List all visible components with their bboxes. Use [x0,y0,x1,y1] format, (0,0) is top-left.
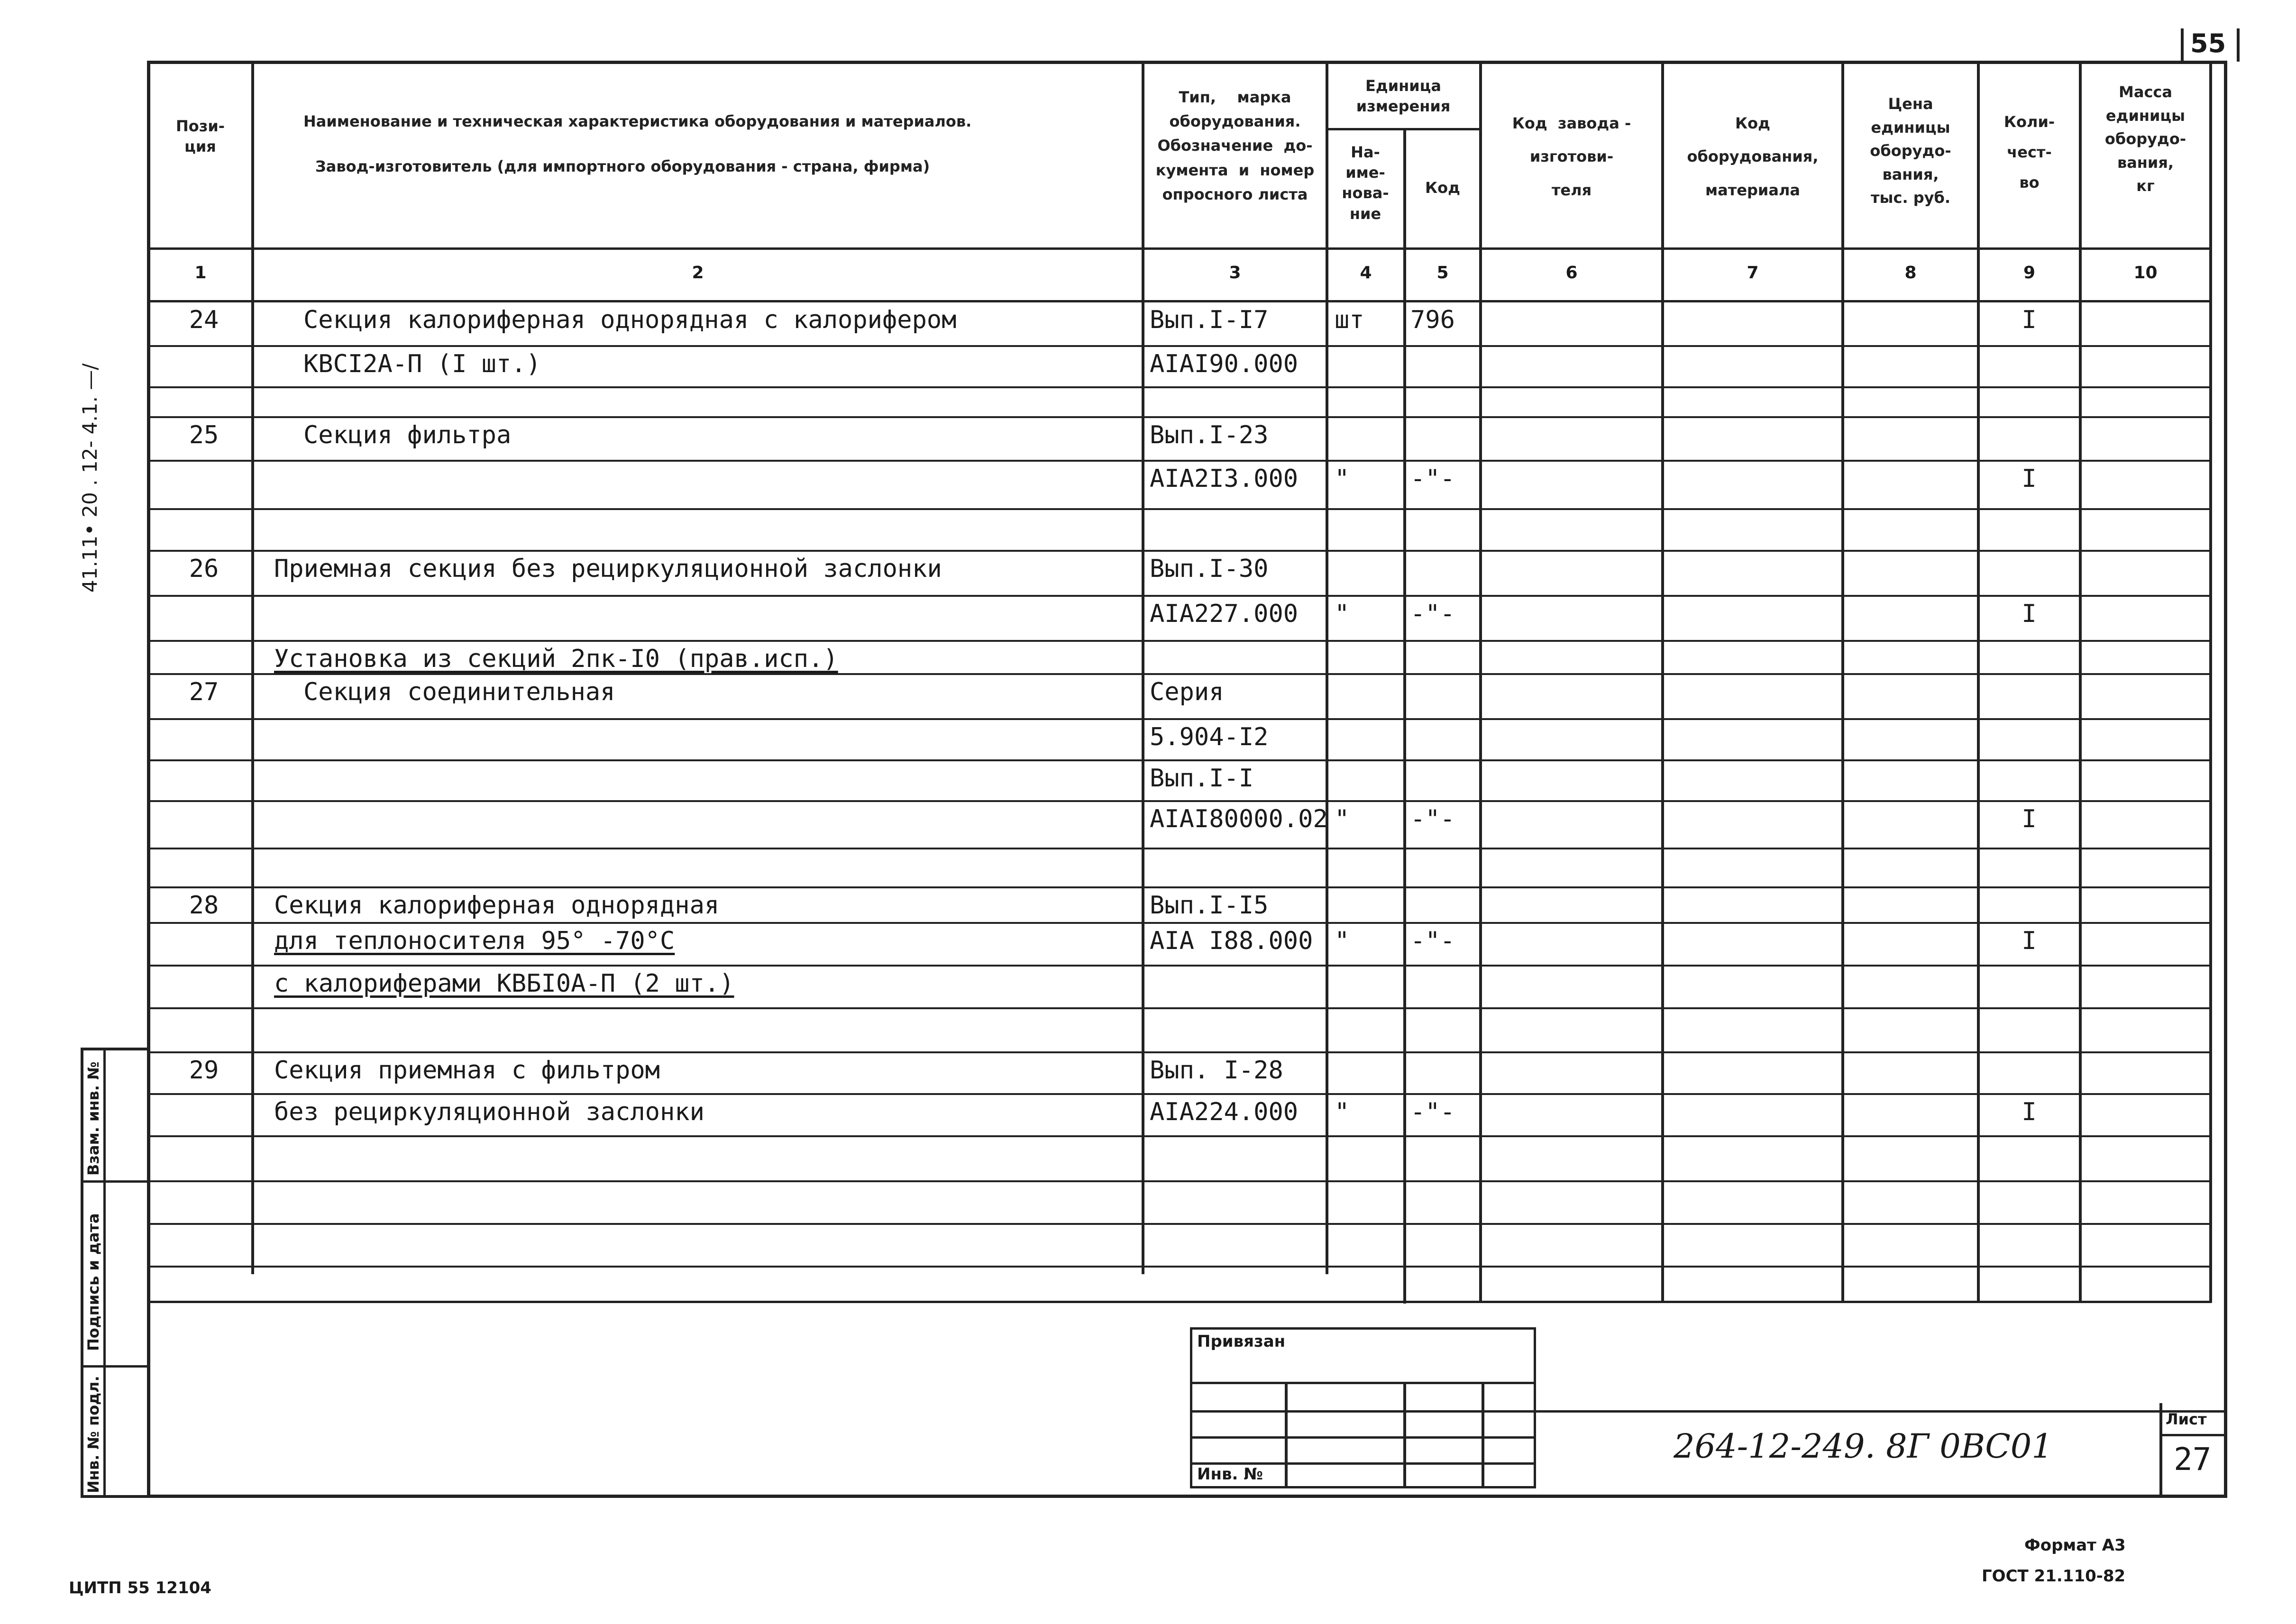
colnum-bottom-line [147,300,2212,302]
side-label-podpis: Подпись и дата [84,1213,102,1351]
unit-group-line [1326,128,1482,130]
row-line [147,508,2212,510]
name-cell: КВСI2А-П (I шт.) [303,350,541,378]
row-line [147,416,2212,418]
row-line [147,550,2212,552]
margin-note: 41.11• 20 . 12- 4.1. —/ [78,363,101,593]
col-line-3 [1326,61,1328,1274]
side-stamp-divider [103,1048,106,1498]
name-cell: для теплоносителя 95° -70°С [274,927,675,955]
privyazan-label: Привязан [1197,1332,1286,1351]
position-cell: 25 [189,421,219,449]
footer-format: Формат А3 [2024,1536,2126,1555]
header-col7: Код оборудования, материала [1687,114,1819,199]
row-line [147,1007,2212,1009]
header-col2-line2: Завод-изготовитель (для импортного оборудования - страна, фирма) [315,157,930,175]
header-col2-line1: Наименование и техническая характеристика оборудования и материалов. [303,112,972,130]
name-cell: без рециркуляционной заслонки [274,1098,704,1126]
privyazan-vline-2 [1403,1382,1406,1488]
side-stamp-line-1 [81,1180,147,1183]
unit-name-cell: " [1335,600,1350,628]
corner-page-mark: 55 [2190,28,2226,58]
quantity-cell: I [2022,927,2037,955]
colnum-4: 4 [1360,263,1372,283]
side-label-inv-podl: Инв. № подл. [84,1376,102,1493]
unit-code-cell: -"- [1410,465,1455,493]
unit-code-cell: 796 [1410,306,1455,334]
doc-code: 264-12-249. 8Г 0ВС01 [1674,1427,2053,1466]
unit-code-cell: -"- [1410,805,1455,833]
type-cell: Вып. I-28 [1150,1056,1283,1085]
title-block-top-line [1536,1410,2227,1413]
position-cell: 26 [189,555,219,583]
row-line [147,718,2212,720]
quantity-cell: I [2022,805,2037,833]
colnum-10: 10 [2133,263,2158,283]
side-stamp-line-2 [81,1365,147,1368]
row-line [147,345,2212,347]
row-line [147,848,2212,849]
header-col3: Тип, марка оборудования. Обозначение до- кумента и номер опросного листа [1155,88,1315,203]
table-bottom-line [147,1301,2212,1303]
name-cell: с калориферами КВБI0А-П (2 шт.) [274,969,734,998]
unit-code-cell: -"- [1410,927,1455,955]
col-line-8 [1977,61,1980,1303]
header-col9: Коли- чест- во [2003,113,2055,192]
header-col4: На- име- нова- ние [1342,143,1389,223]
row-line [147,1051,2212,1053]
header-bottom-line [147,247,2212,250]
list-box-line [2159,1434,2227,1436]
colnum-5: 5 [1436,263,1449,283]
colnum-1: 1 [194,263,207,283]
type-cell: AIA2I3.000 [1150,465,1299,493]
type-cell: AIA227.000 [1150,600,1299,628]
unit-name-cell: " [1335,465,1350,493]
row-line [147,673,2212,675]
colnum-2: 2 [692,263,704,283]
col-line-7 [1841,61,1844,1303]
quantity-cell: I [2022,1098,2037,1126]
position-cell: 24 [189,306,219,334]
quantity-cell: I [2022,600,2037,628]
col-line-right [2209,61,2212,1303]
col-line-2 [1142,61,1144,1274]
privyazan-vline-1 [1285,1382,1288,1488]
name-cell: Секция калориферная однорядная с калорифером [303,306,957,334]
header-unit-group: Единица измерения [1356,77,1451,116]
type-cell: AIA I88.000 [1150,927,1313,955]
list-number: 27 [2174,1441,2212,1478]
type-cell: Вып.I-30 [1150,555,1269,583]
list-label: Лист [2166,1410,2207,1428]
inv-no-label: Инв. № [1197,1465,1263,1484]
row-line [147,1180,2212,1182]
unit-name-cell: шт [1335,306,1364,334]
col-line-4 [1403,128,1406,1304]
header-col6: Код завода - изготови- теля [1512,114,1631,199]
type-cell: AIAI80000.02 [1150,805,1328,833]
name-cell: Секция приемная с фильтром [274,1056,660,1085]
row-line [147,800,2212,802]
row-line [147,386,2212,388]
colnum-3: 3 [1229,263,1241,283]
name-cell: Приемная секция без рециркуляционной заслонки [274,555,942,583]
unit-name-cell: " [1335,1098,1350,1126]
col-line-9 [2079,61,2082,1303]
privyazan-vline-3 [1482,1382,1484,1488]
position-cell: 28 [189,891,219,920]
side-label-vzam: Взам. инв. № [84,1061,102,1176]
header-col10: Масса единицы оборудо- вания, кг [2104,83,2186,195]
header-col5: Код [1425,179,1460,197]
footer-gost: ГОСТ 21.110-82 [1982,1567,2126,1586]
name-cell: Секция калориферная однорядная [274,891,720,920]
name-cell: Секция соединительная [303,678,615,706]
unit-code-cell: -"- [1410,600,1455,628]
header-col8: Цена единицы оборудо- вания, тыс. руб. [1870,95,1951,207]
type-cell: AIAI90.000 [1150,350,1299,378]
row-line [147,1093,2212,1095]
unit-name-cell: " [1335,927,1350,955]
type-cell: Вып.I-I5 [1150,891,1269,920]
corner-mark-bracket [2181,28,2240,62]
row-line [147,1266,2212,1268]
type-cell: Вып.I-23 [1150,421,1269,449]
position-cell: 29 [189,1056,219,1085]
unit-name-cell: " [1335,805,1350,833]
row-line [147,1135,2212,1137]
row-line [147,640,2212,642]
row-line [147,460,2212,462]
footer-left: ЦИТП 55 12104 [69,1578,211,1597]
quantity-cell: I [2022,306,2037,334]
type-cell: Вып.I-I7 [1150,306,1269,334]
col-line-1 [251,61,254,1274]
type-cell: Вып.I-I [1150,764,1254,793]
col-line-5 [1479,61,1482,1303]
colnum-9: 9 [2023,263,2036,283]
header-col1: Пози- ция [175,117,225,156]
colnum-6: 6 [1565,263,1578,283]
type-cell: Серия [1150,678,1224,706]
type-cell: AIA224.000 [1150,1098,1299,1126]
name-cell: Установка из секций 2пк-I0 (прав.исп.) [274,645,838,673]
row-line [147,965,2212,967]
col-line-6 [1661,61,1664,1303]
name-cell: Секция фильтра [303,421,512,449]
unit-code-cell: -"- [1410,1098,1455,1126]
row-line [147,595,2212,597]
quantity-cell: I [2022,465,2037,493]
row-line [147,1223,2212,1225]
type-cell: 5.904-I2 [1150,723,1269,751]
row-line [147,759,2212,761]
colnum-7: 7 [1747,263,1759,283]
row-line [147,886,2212,888]
colnum-8: 8 [1904,263,1917,283]
row-line [147,922,2212,924]
position-cell: 27 [189,678,219,706]
